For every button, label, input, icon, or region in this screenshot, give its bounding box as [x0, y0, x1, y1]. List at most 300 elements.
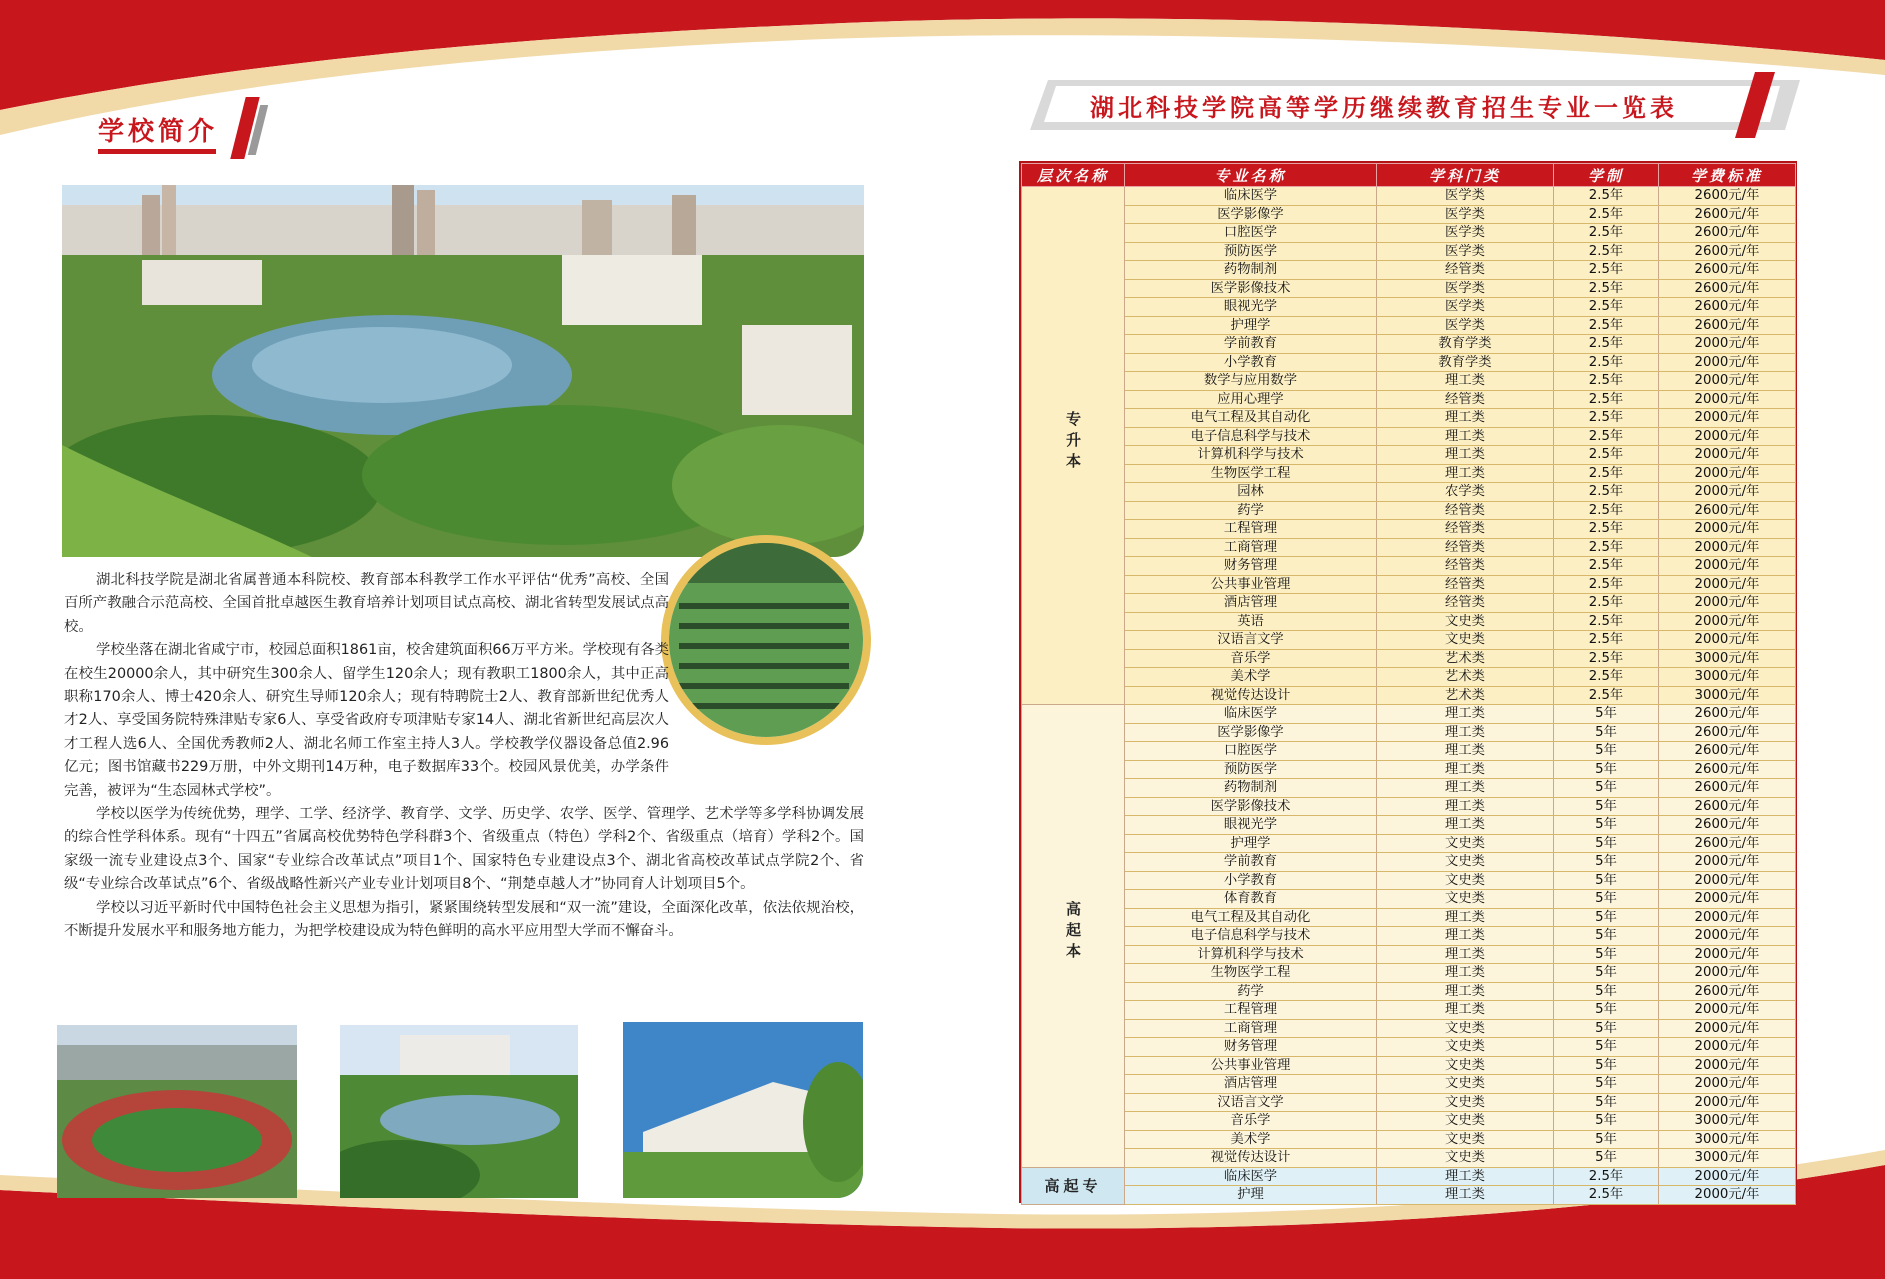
left-section-title — [98, 111, 258, 155]
major-cell: 护理 — [1125, 1186, 1377, 1205]
level-cell — [1022, 187, 1125, 705]
header-level: 层次名称 — [1022, 164, 1125, 187]
tuition-cell: 2000元/年 — [1659, 464, 1796, 483]
duration-cell: 5年 — [1554, 705, 1659, 724]
table-row — [1022, 612, 1796, 631]
category-cell: 医学类 — [1377, 316, 1554, 335]
table-row — [1022, 631, 1796, 650]
level-name: 高起专 — [1044, 1176, 1102, 1195]
major-cell: 临床医学 — [1125, 187, 1377, 206]
category-cell: 文史类 — [1377, 631, 1554, 650]
category-cell: 理工类 — [1377, 982, 1554, 1001]
category-cell: 教育学类 — [1377, 335, 1554, 354]
major-cell: 美术学 — [1125, 668, 1377, 687]
table-row — [1022, 890, 1796, 909]
duration-cell: 2.5年 — [1554, 279, 1659, 298]
table-row — [1022, 224, 1796, 243]
major-cell: 工商管理 — [1125, 538, 1377, 557]
category-cell: 文史类 — [1377, 1019, 1554, 1038]
duration-cell: 2.5年 — [1554, 668, 1659, 687]
table-row — [1022, 834, 1796, 853]
major-cell: 护理学 — [1125, 834, 1377, 853]
title-underline — [98, 149, 216, 154]
duration-cell: 2.5年 — [1554, 557, 1659, 576]
major-cell: 电子信息科学与技术 — [1125, 427, 1377, 446]
category-cell: 经管类 — [1377, 501, 1554, 520]
header-duration: 学制 — [1554, 164, 1659, 187]
category-cell: 经管类 — [1377, 520, 1554, 539]
table-row — [1022, 1149, 1796, 1168]
tuition-cell: 2600元/年 — [1659, 187, 1796, 206]
header-major: 专业名称 — [1125, 164, 1377, 187]
table-row — [1022, 372, 1796, 391]
table-row — [1022, 742, 1796, 761]
tuition-cell: 2000元/年 — [1659, 871, 1796, 890]
category-cell: 经管类 — [1377, 594, 1554, 613]
tuition-cell: 2000元/年 — [1659, 612, 1796, 631]
tuition-cell: 2600元/年 — [1659, 205, 1796, 224]
duration-cell: 2.5年 — [1554, 316, 1659, 335]
table-row — [1022, 1056, 1796, 1075]
duration-cell: 2.5年 — [1554, 372, 1659, 391]
table-row — [1022, 908, 1796, 927]
duration-cell: 5年 — [1554, 871, 1659, 890]
tuition-cell: 2600元/年 — [1659, 705, 1796, 724]
category-cell: 理工类 — [1377, 1167, 1554, 1186]
category-cell: 经管类 — [1377, 575, 1554, 594]
duration-cell: 2.5年 — [1554, 501, 1659, 520]
major-cell: 电气工程及其自动化 — [1125, 409, 1377, 428]
tuition-cell: 2000元/年 — [1659, 538, 1796, 557]
table-row — [1022, 1093, 1796, 1112]
major-cell: 护理学 — [1125, 316, 1377, 335]
tuition-cell: 3000元/年 — [1659, 1149, 1796, 1168]
enrollment-table — [1021, 163, 1796, 1205]
tuition-cell: 2600元/年 — [1659, 242, 1796, 261]
duration-cell: 2.5年 — [1554, 205, 1659, 224]
category-cell: 理工类 — [1377, 964, 1554, 983]
tuition-cell: 2000元/年 — [1659, 853, 1796, 872]
category-cell: 理工类 — [1377, 779, 1554, 798]
intro-paragraph-2: 学校坐落在湖北省咸宁市，校园总面积1861亩，校舍建筑面积66万平方米。学校现有各类在校生20000余人，其中研究生300余人、留学生120余人；现有教职工1800余人，其中正高职称170余人、博士420余人、研究生导师120余人；现有特聘院士2人、教育部新世纪优秀人才2人、享受国务院特殊津贴专家6人、享受省政府专项津贴专家14人、湖北省新世纪高层次人才工程人选6人、全国优秀教师2人、湖北名师工作室主持人3人。学校教学仪器设备总值2.96亿元；图书馆藏书229万册，中外文期刊14万种，电子数据库33个。校园风景优美，办学条件完善，被评为“生态园林式学校”。 — [64, 642, 669, 799]
table-row — [1022, 298, 1796, 317]
duration-cell: 5年 — [1554, 1149, 1659, 1168]
duration-cell: 2.5年 — [1554, 261, 1659, 280]
category-cell: 理工类 — [1377, 705, 1554, 724]
header-tuition: 学费标准 — [1659, 164, 1796, 187]
category-cell: 医学类 — [1377, 187, 1554, 206]
category-cell: 艺术类 — [1377, 649, 1554, 668]
duration-cell: 2.5年 — [1554, 686, 1659, 705]
table-row — [1022, 649, 1796, 668]
duration-cell: 2.5年 — [1554, 187, 1659, 206]
major-cell: 数学与应用数学 — [1125, 372, 1377, 391]
category-cell: 文史类 — [1377, 1149, 1554, 1168]
table-row — [1022, 575, 1796, 594]
tuition-cell: 2600元/年 — [1659, 723, 1796, 742]
duration-cell: 5年 — [1554, 742, 1659, 761]
tuition-cell: 2600元/年 — [1659, 316, 1796, 335]
tuition-cell: 2600元/年 — [1659, 982, 1796, 1001]
tuition-cell: 2000元/年 — [1659, 446, 1796, 465]
left-title-text: 学校简介 — [98, 117, 219, 147]
duration-cell: 5年 — [1554, 1093, 1659, 1112]
duration-cell: 2.5年 — [1554, 409, 1659, 428]
category-cell: 医学类 — [1377, 298, 1554, 317]
category-cell: 文史类 — [1377, 1093, 1554, 1112]
major-cell: 视觉传达设计 — [1125, 1149, 1377, 1168]
category-cell: 文史类 — [1377, 1038, 1554, 1057]
duration-cell: 5年 — [1554, 1112, 1659, 1131]
tuition-cell: 2600元/年 — [1659, 279, 1796, 298]
table-row — [1022, 816, 1796, 835]
tuition-cell: 2000元/年 — [1659, 1056, 1796, 1075]
major-cell: 临床医学 — [1125, 1167, 1377, 1186]
major-cell: 预防医学 — [1125, 760, 1377, 779]
duration-cell: 2.5年 — [1554, 1167, 1659, 1186]
table-row — [1022, 205, 1796, 224]
intro-paragraph-4: 学校以习近平新时代中国特色社会主义思想为指引，紧紧围绕转型发展和“双一流”建设，全面深化改革，依法依规治校，不断提升发展水平和服务地方能力，为把学校建设成为特色鲜明的高水平应用型大学而不懈奋斗。 — [64, 899, 864, 940]
duration-cell: 5年 — [1554, 723, 1659, 742]
category-cell: 经管类 — [1377, 538, 1554, 557]
duration-cell: 2.5年 — [1554, 575, 1659, 594]
tuition-cell: 2600元/年 — [1659, 797, 1796, 816]
major-cell: 药学 — [1125, 501, 1377, 520]
table-row — [1022, 723, 1796, 742]
tuition-cell: 2000元/年 — [1659, 520, 1796, 539]
duration-cell: 2.5年 — [1554, 464, 1659, 483]
duration-cell: 5年 — [1554, 779, 1659, 798]
table-row — [1022, 390, 1796, 409]
category-cell: 理工类 — [1377, 816, 1554, 835]
lake-building-photo — [340, 1025, 578, 1198]
duration-cell: 2.5年 — [1554, 427, 1659, 446]
category-cell: 理工类 — [1377, 723, 1554, 742]
tuition-cell: 2000元/年 — [1659, 557, 1796, 576]
major-cell: 体育教育 — [1125, 890, 1377, 909]
tuition-cell: 2000元/年 — [1659, 335, 1796, 354]
table-row — [1022, 1075, 1796, 1094]
duration-cell: 5年 — [1554, 1075, 1659, 1094]
table-row — [1022, 1167, 1796, 1186]
table-row — [1022, 187, 1796, 206]
category-cell: 经管类 — [1377, 261, 1554, 280]
duration-cell: 2.5年 — [1554, 446, 1659, 465]
tuition-cell: 2000元/年 — [1659, 353, 1796, 372]
major-cell: 学前教育 — [1125, 853, 1377, 872]
major-cell: 财务管理 — [1125, 1038, 1377, 1057]
category-cell: 理工类 — [1377, 427, 1554, 446]
major-cell: 眼视光学 — [1125, 298, 1377, 317]
major-cell: 酒店管理 — [1125, 1075, 1377, 1094]
major-cell: 医学影像技术 — [1125, 279, 1377, 298]
table-row — [1022, 501, 1796, 520]
duration-cell: 2.5年 — [1554, 390, 1659, 409]
table-row — [1022, 1001, 1796, 1020]
major-cell: 公共事业管理 — [1125, 575, 1377, 594]
duration-cell: 2.5年 — [1554, 298, 1659, 317]
tuition-cell: 2000元/年 — [1659, 372, 1796, 391]
duration-cell: 5年 — [1554, 760, 1659, 779]
table-row — [1022, 483, 1796, 502]
table-row — [1022, 520, 1796, 539]
duration-cell: 5年 — [1554, 945, 1659, 964]
table-row — [1022, 316, 1796, 335]
table-row — [1022, 1019, 1796, 1038]
tuition-cell: 2600元/年 — [1659, 816, 1796, 835]
tuition-cell: 2000元/年 — [1659, 575, 1796, 594]
major-cell: 工程管理 — [1125, 520, 1377, 539]
tuition-cell: 2000元/年 — [1659, 908, 1796, 927]
table-title-banner — [1030, 72, 1810, 138]
major-cell: 计算机科学与技术 — [1125, 945, 1377, 964]
duration-cell: 2.5年 — [1554, 538, 1659, 557]
tuition-cell: 2000元/年 — [1659, 1075, 1796, 1094]
table-row — [1022, 261, 1796, 280]
category-cell: 艺术类 — [1377, 668, 1554, 687]
major-cell: 汉语言文学 — [1125, 631, 1377, 650]
tuition-cell: 2000元/年 — [1659, 390, 1796, 409]
category-cell: 艺术类 — [1377, 686, 1554, 705]
tuition-cell: 3000元/年 — [1659, 649, 1796, 668]
table-row — [1022, 446, 1796, 465]
category-cell: 经管类 — [1377, 557, 1554, 576]
major-cell: 电子信息科学与技术 — [1125, 927, 1377, 946]
category-cell: 文史类 — [1377, 1056, 1554, 1075]
major-cell: 英语 — [1125, 612, 1377, 631]
duration-cell: 5年 — [1554, 1130, 1659, 1149]
table-row — [1022, 409, 1796, 428]
duration-cell: 2.5年 — [1554, 335, 1659, 354]
category-cell: 文史类 — [1377, 1075, 1554, 1094]
enrollment-table-container — [1019, 161, 1797, 1203]
category-cell: 理工类 — [1377, 409, 1554, 428]
teaching-building-photo — [623, 1022, 863, 1198]
table-row — [1022, 964, 1796, 983]
category-cell: 理工类 — [1377, 760, 1554, 779]
tuition-cell: 2000元/年 — [1659, 1186, 1796, 1205]
major-cell: 医学影像学 — [1125, 723, 1377, 742]
category-cell: 教育学类 — [1377, 353, 1554, 372]
header-category: 学科门类 — [1377, 164, 1554, 187]
table-row — [1022, 871, 1796, 890]
tuition-cell: 2000元/年 — [1659, 964, 1796, 983]
major-cell: 口腔医学 — [1125, 224, 1377, 243]
category-cell: 农学类 — [1377, 483, 1554, 502]
table-row — [1022, 427, 1796, 446]
tuition-cell: 2600元/年 — [1659, 261, 1796, 280]
tuition-cell: 2600元/年 — [1659, 501, 1796, 520]
category-cell: 理工类 — [1377, 446, 1554, 465]
major-cell: 园林 — [1125, 483, 1377, 502]
category-cell: 理工类 — [1377, 742, 1554, 761]
major-cell: 工商管理 — [1125, 1019, 1377, 1038]
tuition-cell: 2000元/年 — [1659, 890, 1796, 909]
table-row — [1022, 1112, 1796, 1131]
tuition-cell: 2000元/年 — [1659, 945, 1796, 964]
table-row — [1022, 797, 1796, 816]
table-row — [1022, 335, 1796, 354]
major-cell: 小学教育 — [1125, 353, 1377, 372]
category-cell: 理工类 — [1377, 908, 1554, 927]
tuition-cell: 3000元/年 — [1659, 668, 1796, 687]
duration-cell: 5年 — [1554, 797, 1659, 816]
duration-cell: 5年 — [1554, 816, 1659, 835]
duration-cell: 2.5年 — [1554, 242, 1659, 261]
level-cell — [1022, 705, 1125, 1168]
category-cell: 理工类 — [1377, 1001, 1554, 1020]
duration-cell: 5年 — [1554, 1001, 1659, 1020]
table-title: 湖北科技学院高等学历继续教育招生专业一览表 — [1090, 94, 1678, 122]
level-name: 专升本 — [1064, 411, 1082, 474]
table-row — [1022, 945, 1796, 964]
duration-cell: 5年 — [1554, 853, 1659, 872]
duration-cell: 5年 — [1554, 982, 1659, 1001]
major-cell: 生物医学工程 — [1125, 964, 1377, 983]
level-name: 高起本 — [1064, 901, 1082, 965]
duration-cell: 2.5年 — [1554, 631, 1659, 650]
table-row — [1022, 982, 1796, 1001]
major-cell: 药物制剂 — [1125, 261, 1377, 280]
major-cell: 预防医学 — [1125, 242, 1377, 261]
duration-cell: 5年 — [1554, 890, 1659, 909]
tuition-cell: 3000元/年 — [1659, 1112, 1796, 1131]
major-cell: 应用心理学 — [1125, 390, 1377, 409]
tuition-cell: 2000元/年 — [1659, 409, 1796, 428]
tuition-cell: 2600元/年 — [1659, 742, 1796, 761]
tuition-cell: 2000元/年 — [1659, 1093, 1796, 1112]
category-cell: 理工类 — [1377, 797, 1554, 816]
table-row — [1022, 353, 1796, 372]
table-row — [1022, 594, 1796, 613]
duration-cell: 5年 — [1554, 927, 1659, 946]
table-row — [1022, 1130, 1796, 1149]
duration-cell: 5年 — [1554, 1038, 1659, 1057]
major-cell: 音乐学 — [1125, 1112, 1377, 1131]
major-cell: 财务管理 — [1125, 557, 1377, 576]
table-row — [1022, 557, 1796, 576]
table-row — [1022, 279, 1796, 298]
category-cell: 医学类 — [1377, 279, 1554, 298]
stadium-photo — [57, 1025, 297, 1198]
category-cell: 文史类 — [1377, 612, 1554, 631]
tuition-cell: 2600元/年 — [1659, 224, 1796, 243]
major-cell: 视觉传达设计 — [1125, 686, 1377, 705]
duration-cell: 2.5年 — [1554, 224, 1659, 243]
tuition-cell: 2000元/年 — [1659, 427, 1796, 446]
tuition-cell: 2000元/年 — [1659, 594, 1796, 613]
major-cell: 音乐学 — [1125, 649, 1377, 668]
duration-cell: 2.5年 — [1554, 612, 1659, 631]
level-cell — [1022, 1167, 1125, 1204]
major-cell: 医学影像技术 — [1125, 797, 1377, 816]
table-body — [1022, 187, 1796, 1205]
table-row — [1022, 853, 1796, 872]
table-row — [1022, 242, 1796, 261]
major-cell: 临床医学 — [1125, 705, 1377, 724]
tuition-cell: 2000元/年 — [1659, 483, 1796, 502]
category-cell: 医学类 — [1377, 224, 1554, 243]
category-cell: 文史类 — [1377, 1130, 1554, 1149]
major-cell: 美术学 — [1125, 1130, 1377, 1149]
duration-cell: 2.5年 — [1554, 353, 1659, 372]
major-cell: 小学教育 — [1125, 871, 1377, 890]
table-row — [1022, 1186, 1796, 1205]
tuition-cell: 3000元/年 — [1659, 686, 1796, 705]
tuition-cell: 2600元/年 — [1659, 760, 1796, 779]
category-cell: 文史类 — [1377, 871, 1554, 890]
major-cell: 药物制剂 — [1125, 779, 1377, 798]
tuition-cell: 2000元/年 — [1659, 1167, 1796, 1186]
table-row — [1022, 705, 1796, 724]
table-header-row — [1022, 164, 1796, 187]
category-cell: 理工类 — [1377, 927, 1554, 946]
table-row — [1022, 760, 1796, 779]
tuition-cell: 2000元/年 — [1659, 927, 1796, 946]
major-cell: 电气工程及其自动化 — [1125, 908, 1377, 927]
major-cell: 酒店管理 — [1125, 594, 1377, 613]
category-cell: 医学类 — [1377, 205, 1554, 224]
category-cell: 经管类 — [1377, 390, 1554, 409]
category-cell: 理工类 — [1377, 372, 1554, 391]
major-cell: 药学 — [1125, 982, 1377, 1001]
major-cell: 生物医学工程 — [1125, 464, 1377, 483]
school-introduction — [64, 569, 864, 944]
table-row — [1022, 538, 1796, 557]
duration-cell: 2.5年 — [1554, 1186, 1659, 1205]
tuition-cell: 2000元/年 — [1659, 631, 1796, 650]
major-cell: 学前教育 — [1125, 335, 1377, 354]
duration-cell: 5年 — [1554, 1019, 1659, 1038]
category-cell: 理工类 — [1377, 1186, 1554, 1205]
tuition-cell: 2600元/年 — [1659, 779, 1796, 798]
tuition-cell: 2000元/年 — [1659, 1001, 1796, 1020]
major-cell: 汉语言文学 — [1125, 1093, 1377, 1112]
category-cell: 医学类 — [1377, 242, 1554, 261]
duration-cell: 2.5年 — [1554, 483, 1659, 502]
table-row — [1022, 686, 1796, 705]
major-cell: 计算机科学与技术 — [1125, 446, 1377, 465]
intro-paragraph-1: 湖北科技学院是湖北省属普通本科院校、教育部本科教学工作水平评估“优秀”高校、全国百所产教融合示范高校、全国首批卓越医生教育培养计划项目试点高校、湖北省转型发展试点高校。 — [64, 572, 669, 635]
table-row — [1022, 779, 1796, 798]
major-cell: 工程管理 — [1125, 1001, 1377, 1020]
major-cell: 口腔医学 — [1125, 742, 1377, 761]
duration-cell: 2.5年 — [1554, 594, 1659, 613]
major-cell: 眼视光学 — [1125, 816, 1377, 835]
table-row — [1022, 464, 1796, 483]
duration-cell: 2.5年 — [1554, 520, 1659, 539]
duration-cell: 5年 — [1554, 834, 1659, 853]
category-cell: 文史类 — [1377, 1112, 1554, 1131]
table-row — [1022, 668, 1796, 687]
tuition-cell: 2600元/年 — [1659, 834, 1796, 853]
table-row — [1022, 927, 1796, 946]
tuition-cell: 3000元/年 — [1659, 1130, 1796, 1149]
tuition-cell: 2600元/年 — [1659, 298, 1796, 317]
table-row — [1022, 1038, 1796, 1057]
duration-cell: 5年 — [1554, 908, 1659, 927]
major-cell: 公共事业管理 — [1125, 1056, 1377, 1075]
category-cell: 文史类 — [1377, 834, 1554, 853]
category-cell: 文史类 — [1377, 853, 1554, 872]
duration-cell: 2.5年 — [1554, 649, 1659, 668]
category-cell: 理工类 — [1377, 464, 1554, 483]
category-cell: 理工类 — [1377, 945, 1554, 964]
duration-cell: 5年 — [1554, 1056, 1659, 1075]
major-cell: 医学影像学 — [1125, 205, 1377, 224]
campus-aerial-photo — [62, 185, 864, 557]
category-cell: 文史类 — [1377, 890, 1554, 909]
